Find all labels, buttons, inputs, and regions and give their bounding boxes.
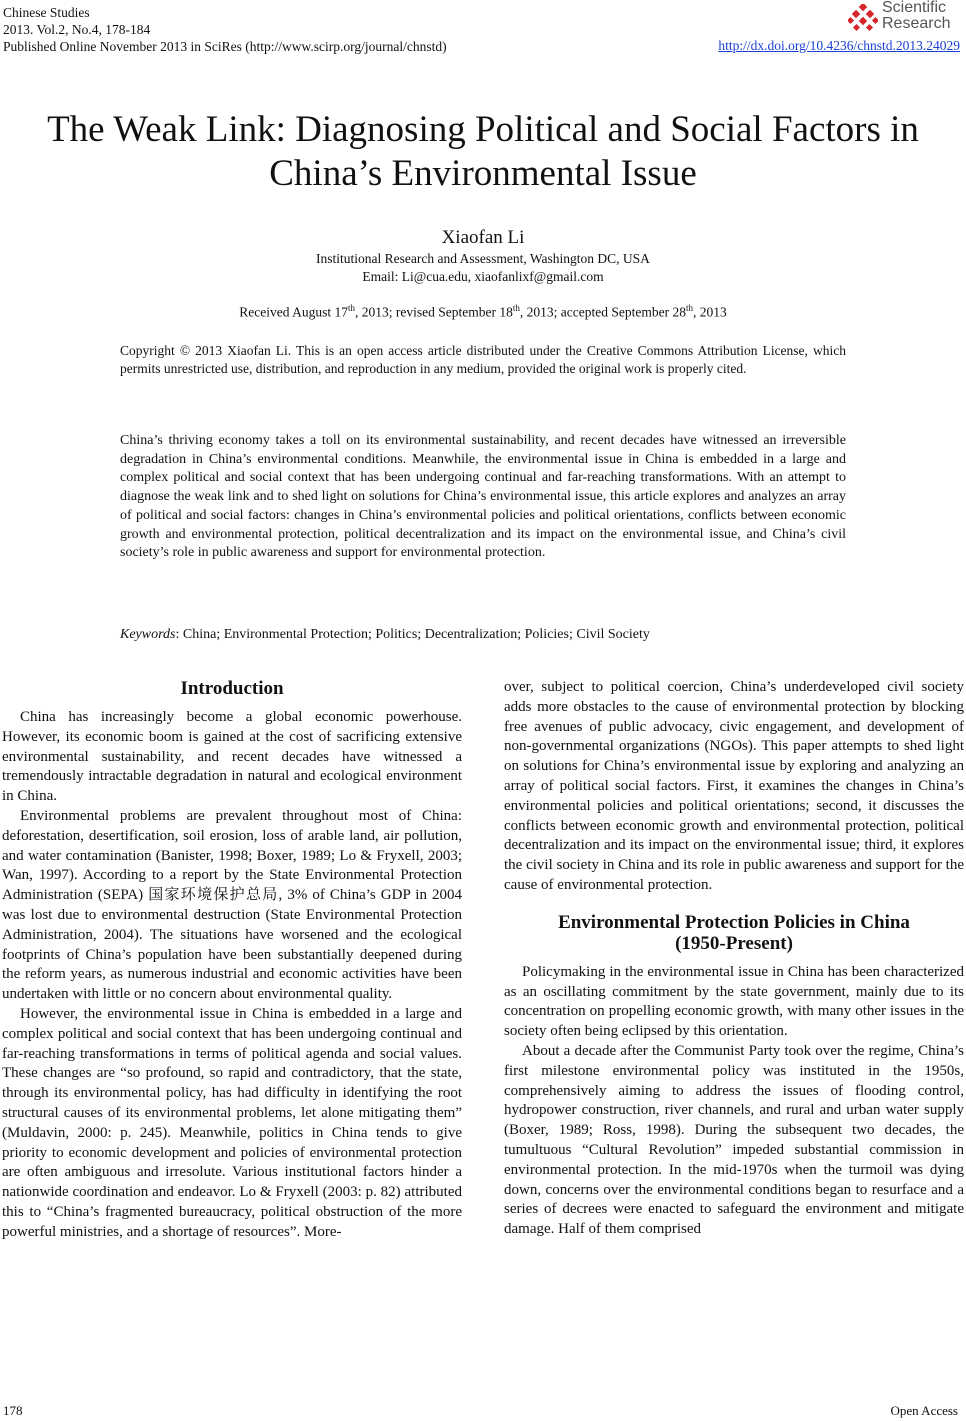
policies-paragraph-1: Policymaking in the environmental issue in China has been characterized as an oscillating commitment by the state government, mainly due to its concentration on propelling economic growth, with many other issues in the society often being eclipsed by this orientation. bbox=[504, 963, 964, 1040]
policies-paragraph-2: About a decade after the Communist Party took over the regime, China’s first milestone environmental policy was instituted in the 1950s, comprehensively aiming to address the issues of flooding control, hydropower construction, river channels, and rural and urban water supply (Boxer, 1989; Ross, 1998). During the subsequent two decades, the tumultuous “Cultural Revolution” impeded substantial commission in environmental protection. In the mid-1970s when the turmoil was dying down, concerns over the environmental conditions began to resurface and a series of decrees were enacted to safeguard the environment and mitigate damage. Half of them comprised bbox=[504, 1042, 964, 1238]
dates-year: , 2013 bbox=[692, 304, 727, 320]
right-column bbox=[504, 678, 964, 1240]
scientific-research-logo bbox=[848, 0, 958, 34]
doi-link[interactable]: http://dx.doi.org/10.4236/chnstd.2013.24029 bbox=[718, 38, 960, 53]
affiliation: Institutional Research and Assessment, Washington DC, USA bbox=[316, 251, 650, 266]
keywords-list: : China; Environmental Protection; Politics; Decentralization; Policies; Civil Society bbox=[175, 627, 650, 642]
journal-header bbox=[3, 4, 447, 55]
section-heading-line-1: Environmental Protection Policies in China bbox=[558, 911, 910, 933]
left-column bbox=[2, 678, 462, 1243]
received-date: Received August 17 bbox=[239, 304, 348, 320]
article-title bbox=[20, 108, 946, 196]
intro-paragraph-1: China has increasingly become a global economic powerhouse. However, its economic boom is gained at the cost of sacrificing extensive environmental sustainability, and recent decades have witnessed a tremendously intractable degradation in natural and ecological environment in China. bbox=[2, 709, 462, 805]
intro-paragraph-3: However, the environmental issue in China is embedded in a large and complex political and social context that has been undergoing continual and far-reaching transformations in terms of political agenda and social values. These changes are “so profound, so rapid and contradictory, that the state, through its environmental policy, has had difficulty in identifying the root structural causes of its environmental problems, let alone mitigating them” (Muldavin, 2000: p. 245). Meanwhile, politics in China tends to give priority to economic development and policies of environmental protection are often ambiguous and irresolute. Various institutional factors hinder a nationwide coordination and endeavor. Lo & Fryxell (2003: p. 82) attributed this to “China’s fragmented bureaucracy, political obstruction of the more powerful ministries, and a shortage of resources”. More- bbox=[2, 1005, 462, 1240]
intro-paragraph-2: Environmental problems are prevalent throughout most of China: deforestation, desertification, soil erosion, loss of arable land, air pollution, and water contamination (Banister, 1998; Boxer, 1989; Lo & Fryxell, 2003; Wan, 1997). According to a report by the State Environmental Protection Administration (SEPA) 国家环境保护总局, 3% of China’s GDP in 2004 was lost due to environmental destruction (State Environmental Protection Administration, 2004). The situations have worsened and the ecological footprints of China’s population have been substantially deepened during the reform years, as numerous industrial and economic activities have been undertaken with little or no concern about environmental quality. bbox=[2, 807, 462, 1003]
accepted-date: , 2013; accepted September 28 bbox=[519, 304, 686, 320]
keywords bbox=[120, 627, 846, 643]
abstract: China’s thriving economy takes a toll on its environmental sustainability, and recent decades have witnessed an irreversible degradation in China’s environmental conditions. Meanwhile, the environmental issue in China is embedded in a large and complex political and social context that has been undergoing continual and far-reaching transformations. With an attempt to diagnose the weak link and to shed light on solutions for China’s environmental issue, this article explores and analyzes an array of political and social factors: changes in China’s environmental policies and political orientations, conflicts between economic growth and environmental protection, political decentralization and its impact on the environmental issue, and China’s civil society’s role in public awareness and support for environmental protection. bbox=[120, 433, 846, 561]
copyright-notice: Copyright © 2013 Xiaofan Li. This is an open access article distributed under the Creative Commons Attribution License, which permits unrestricted use, distribution, and reproduction in any medium, provided the original work is properly cited. bbox=[120, 343, 846, 376]
revised-date: , 2013; revised September 18 bbox=[355, 304, 513, 320]
logo-mark-icon bbox=[848, 4, 878, 32]
logo-text-line1: Scientific bbox=[882, 0, 947, 16]
author-email: Email: Li@cua.edu, xiaofanlixf@gmail.com bbox=[362, 269, 604, 284]
title-line-2: China’s Environmental Issue bbox=[269, 153, 697, 194]
revised-sup: th bbox=[512, 303, 520, 313]
section-heading-policies bbox=[504, 912, 964, 954]
author-affiliation bbox=[0, 250, 966, 286]
title-line-1: The Weak Link: Diagnosing Political and Social Factors in bbox=[47, 109, 919, 150]
published-info: Published Online November 2013 in SciRes (http://www.scirp.org/journal/chnstd) bbox=[3, 39, 447, 54]
received-sup: th bbox=[348, 303, 356, 313]
journal-name: Chinese Studies bbox=[3, 5, 90, 20]
author-name: Xiaofan Li bbox=[441, 227, 525, 248]
intro-paragraph-continued: over, subject to political coercion, China’s underdeveloped civil society adds more obstacles to the cause of environmental protection by blocking free avenues of public advocacy, civic engagement, and development of non-governmental organizations (NGOs). This paper attempts to shed light on solutions for China’s environmental issue by exploring and analyzing an array of political social factors. First, it examines the changes in China’s environmental policies and political orientations; second, it discusses the conflicts between economic growth and environmental protection, political decentralization and its impact on the environmental issue; third, it explores the civil society in China and its role in public awareness and support for the cause of environmental protection. bbox=[504, 679, 964, 893]
accepted-sup: th bbox=[685, 303, 693, 313]
open-access-label: Open Access bbox=[890, 1403, 958, 1418]
section-heading-line-2: (1950-Present) bbox=[675, 932, 793, 954]
volume-info: 2013. Vol.2, No.4, 178-184 bbox=[3, 22, 151, 37]
introduction-heading: Introduction bbox=[180, 678, 284, 699]
page-number: 178 bbox=[3, 1403, 23, 1418]
article-dates bbox=[0, 303, 966, 321]
logo-text-line2: Research bbox=[882, 15, 951, 32]
keywords-label: Keywords bbox=[120, 627, 176, 642]
